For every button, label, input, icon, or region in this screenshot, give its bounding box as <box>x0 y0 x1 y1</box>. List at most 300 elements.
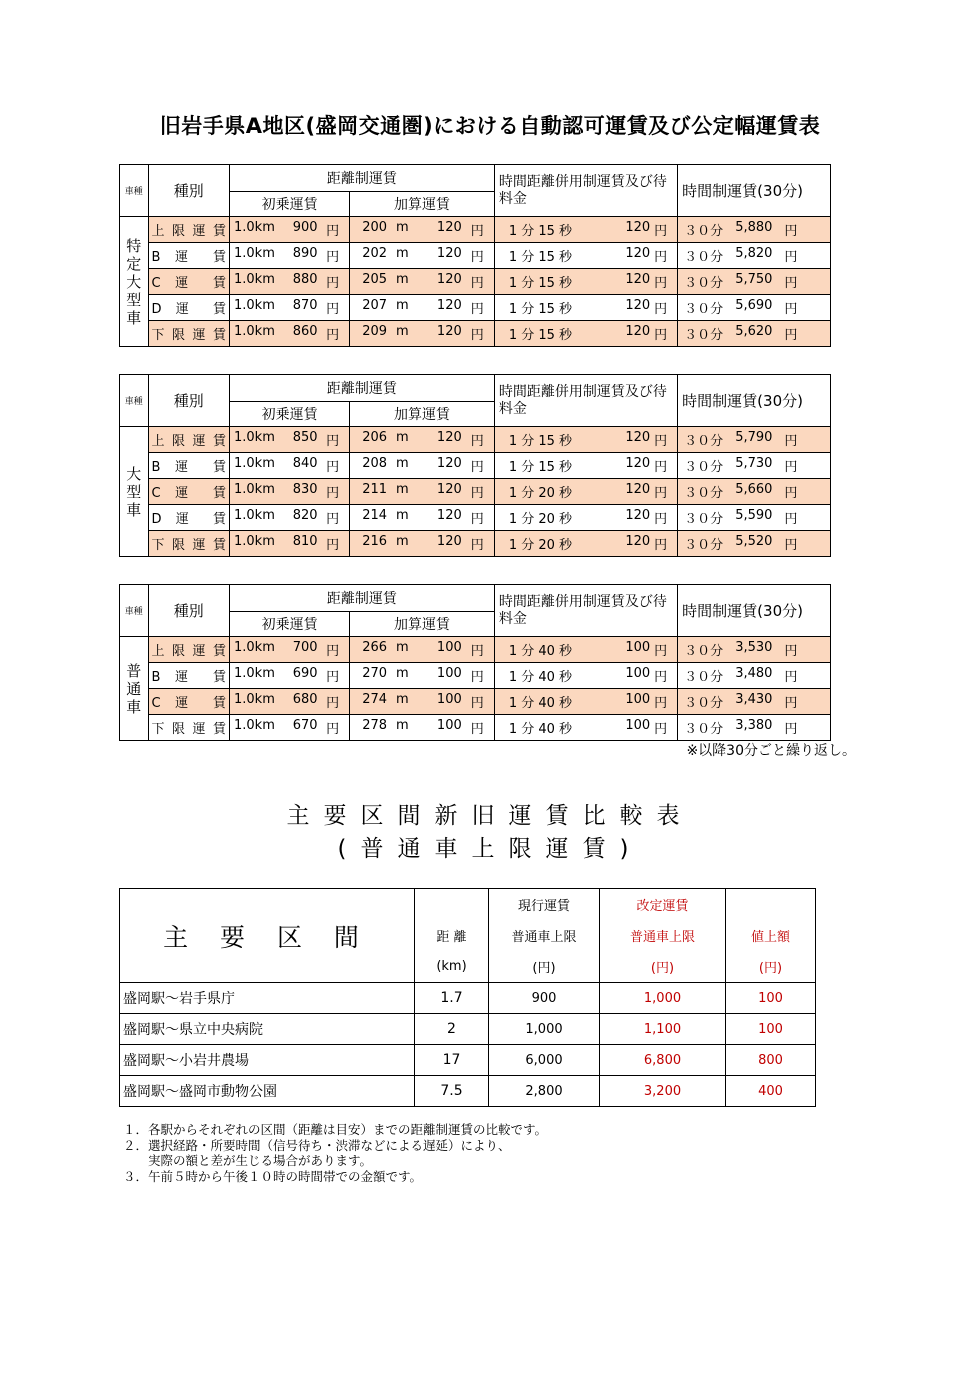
hour-yen: 5,880 <box>735 220 773 235</box>
initial-fare <box>230 427 350 453</box>
increase-amount: 800 <box>726 1045 816 1076</box>
comparison-table <box>119 888 816 1107</box>
time-distance-fare <box>494 269 677 295</box>
time-distance-header: 時間距離併用制運賃及び待料金 <box>494 165 677 217</box>
initial-yen: 810 <box>292 534 318 549</box>
initial-yen: 880 <box>292 272 318 287</box>
revised-fare: 1,000 <box>600 983 726 1014</box>
time-yen: 120 <box>625 430 651 445</box>
initial-distance: 1.0km <box>234 666 275 681</box>
initial-distance: 1.0km <box>234 272 275 287</box>
yen-unit: 円 <box>470 328 484 343</box>
yen-unit: 円 <box>326 644 340 659</box>
distance-fare-header: 距離制運賃 <box>230 585 495 612</box>
grade-label: 上限運賃 <box>148 427 229 453</box>
yen-unit: 円 <box>470 276 484 291</box>
additional-fare <box>350 243 495 269</box>
initial-yen: 680 <box>292 692 318 707</box>
initial-yen: 820 <box>292 508 318 523</box>
yen-unit: 円 <box>326 302 340 317</box>
time-yen: 120 <box>625 220 651 235</box>
time-yen: 100 <box>625 640 651 655</box>
additional-distance: 202 <box>362 246 388 261</box>
yen-unit: 円 <box>654 722 668 737</box>
additional-distance: 205 <box>362 272 388 287</box>
section-header: 主 要 区 間 <box>120 889 415 983</box>
current-unit: (円) <box>489 951 600 983</box>
time-fare <box>678 479 831 505</box>
yen-unit: 円 <box>784 460 798 475</box>
yen-unit: 円 <box>654 224 668 239</box>
initial-distance: 1.0km <box>234 456 275 471</box>
hour-yen: 5,590 <box>735 508 773 523</box>
hour-yen: 5,790 <box>735 430 773 445</box>
time-yen: 120 <box>625 534 651 549</box>
time-yen: 120 <box>625 246 651 261</box>
vehicle-type-header: 車種 <box>120 375 149 427</box>
fare-row <box>120 715 831 741</box>
time-fare <box>678 321 831 347</box>
distance-value: 2 <box>415 1014 489 1045</box>
yen-unit: 円 <box>470 250 484 265</box>
additional-yen: 120 <box>436 430 462 445</box>
time-fare <box>678 531 831 557</box>
time-yen: 120 <box>625 508 651 523</box>
additional-yen: 100 <box>436 666 462 681</box>
initial-yen: 830 <box>292 482 318 497</box>
hour-yen: 5,730 <box>735 456 773 471</box>
initial-yen: 860 <box>292 324 318 339</box>
grade-label: B 運 賃 <box>148 243 229 269</box>
section-name: 盛岡駅～小岩井農場 <box>120 1045 415 1076</box>
increase-header-blank <box>726 889 816 921</box>
distance-value: 1.7 <box>415 983 489 1014</box>
yen-unit: 円 <box>326 512 340 527</box>
additional-distance: 208 <box>362 456 388 471</box>
additional-distance: 209 <box>362 324 388 339</box>
hour-yen: 3,530 <box>735 640 773 655</box>
additional-yen: 100 <box>436 692 462 707</box>
fare-row <box>120 637 831 663</box>
additional-fare <box>350 637 495 663</box>
time-interval: 1 分 40 秒 <box>508 644 573 659</box>
yen-unit: 円 <box>470 538 484 553</box>
comparison-row <box>120 1045 816 1076</box>
time-fare <box>678 295 831 321</box>
time-interval: 1 分 20 秒 <box>508 486 573 501</box>
initial-distance: 1.0km <box>234 640 275 655</box>
grade-label: D 運 賃 <box>148 295 229 321</box>
yen-unit: 円 <box>326 328 340 343</box>
initial-fare <box>230 637 350 663</box>
time-yen: 100 <box>625 718 651 733</box>
footnote: 実際の額と差が生じる場合があります。 <box>123 1153 373 1168</box>
yen-unit: 円 <box>326 696 340 711</box>
meter-unit: m <box>396 430 409 445</box>
time-period: ３０分 <box>684 250 724 265</box>
time-fare <box>678 637 831 663</box>
yen-unit: 円 <box>784 722 798 737</box>
yen-unit: 円 <box>326 670 340 685</box>
yen-unit: 円 <box>654 250 668 265</box>
distance-fare-header: 距離制運賃 <box>230 165 495 192</box>
time-interval: 1 分 15 秒 <box>508 302 573 317</box>
current-fare: 6,000 <box>489 1045 600 1076</box>
additional-fare <box>350 427 495 453</box>
yen-unit: 円 <box>784 644 798 659</box>
time-fare <box>678 217 831 243</box>
yen-unit: 円 <box>784 512 798 527</box>
current-header-1: 現行運賃 <box>489 889 600 921</box>
section-name: 盛岡駅～盛岡市動物公園 <box>120 1076 415 1107</box>
yen-unit: 円 <box>654 538 668 553</box>
increase-amount: 100 <box>726 1014 816 1045</box>
time-period: ３０分 <box>684 538 724 553</box>
yen-unit: 円 <box>470 696 484 711</box>
fare-row <box>120 505 831 531</box>
time-distance-fare <box>494 505 677 531</box>
initial-distance: 1.0km <box>234 718 275 733</box>
additional-yen: 120 <box>436 508 462 523</box>
time-distance-fare <box>494 715 677 741</box>
hour-yen: 5,690 <box>735 298 773 313</box>
yen-unit: 円 <box>784 224 798 239</box>
time-yen: 120 <box>625 324 651 339</box>
time-interval: 1 分 20 秒 <box>508 538 573 553</box>
grade-label: C 運 賃 <box>148 689 229 715</box>
time-period: ３０分 <box>684 302 724 317</box>
yen-unit: 円 <box>470 434 484 449</box>
initial-distance: 1.0km <box>234 430 275 445</box>
initial-fare <box>230 453 350 479</box>
time-distance-fare <box>494 427 677 453</box>
additional-distance: 266 <box>362 640 388 655</box>
initial-fare <box>230 243 350 269</box>
distance-header-blank <box>415 889 489 921</box>
footnote: ２．選択経路・所要時間（信号待ち・渋滞などによる遅延）により、 <box>123 1137 511 1153</box>
yen-unit: 円 <box>784 696 798 711</box>
meter-unit: m <box>396 508 409 523</box>
hour-yen: 5,820 <box>735 246 773 261</box>
section-name: 盛岡駅～県立中央病院 <box>120 1014 415 1045</box>
page-title: 旧岩手県A地区(盛岡交通圏)における自動認可運賃及び公定幅運賃表 <box>159 114 821 138</box>
grade-header: 種別 <box>148 165 229 217</box>
yen-unit: 円 <box>654 512 668 527</box>
additional-yen: 120 <box>436 534 462 549</box>
revised-fare: 6,800 <box>600 1045 726 1076</box>
grade-label: 下限運賃 <box>148 531 229 557</box>
time-fare <box>678 427 831 453</box>
grade-label: D 運 賃 <box>148 505 229 531</box>
initial-yen: 840 <box>292 456 318 471</box>
distance-value: 17 <box>415 1045 489 1076</box>
additional-distance: 207 <box>362 298 388 313</box>
initial-fare <box>230 295 350 321</box>
time-fare <box>678 453 831 479</box>
additional-fare <box>350 269 495 295</box>
initial-distance: 1.0km <box>234 220 275 235</box>
time-interval: 1 分 15 秒 <box>508 276 573 291</box>
yen-unit: 円 <box>470 512 484 527</box>
revised-fare: 3,200 <box>600 1076 726 1107</box>
initial-yen: 670 <box>292 718 318 733</box>
increase-header: 値上額 <box>726 920 816 951</box>
grade-label: C 運 賃 <box>148 479 229 505</box>
meter-unit: m <box>396 456 409 471</box>
increase-amount: 400 <box>726 1076 816 1107</box>
yen-unit: 円 <box>654 328 668 343</box>
additional-fare <box>350 479 495 505</box>
initial-distance: 1.0km <box>234 298 275 313</box>
time-period: ３０分 <box>684 328 724 343</box>
additional-fare <box>350 505 495 531</box>
time-period: ３０分 <box>684 224 724 239</box>
time-interval: 1 分 15 秒 <box>508 460 573 475</box>
additional-distance: 216 <box>362 534 388 549</box>
fare-row <box>120 663 831 689</box>
initial-fare <box>230 269 350 295</box>
current-header-2: 普通車上限 <box>489 920 600 951</box>
time-fare <box>678 243 831 269</box>
time-period: ３０分 <box>684 276 724 291</box>
fare-row <box>120 295 831 321</box>
yen-unit: 円 <box>470 670 484 685</box>
meter-unit: m <box>396 298 409 313</box>
fare-row <box>120 689 831 715</box>
additional-fare-header: 加算運賃 <box>350 402 495 427</box>
meter-unit: m <box>396 272 409 287</box>
distance-unit: (km) <box>415 951 489 983</box>
yen-unit: 円 <box>654 644 668 659</box>
time-interval: 1 分 40 秒 <box>508 670 573 685</box>
additional-yen: 120 <box>436 246 462 261</box>
yen-unit: 円 <box>470 644 484 659</box>
time-interval: 1 分 15 秒 <box>508 224 573 239</box>
grade-header: 種別 <box>148 375 229 427</box>
yen-unit: 円 <box>654 486 668 501</box>
meter-unit: m <box>396 692 409 707</box>
time-fare <box>678 663 831 689</box>
yen-unit: 円 <box>470 224 484 239</box>
time-fare <box>678 269 831 295</box>
additional-distance: 274 <box>362 692 388 707</box>
fare-row <box>120 321 831 347</box>
comparison-row <box>120 1014 816 1045</box>
increase-unit: (円) <box>726 951 816 983</box>
yen-unit: 円 <box>326 722 340 737</box>
initial-fare <box>230 217 350 243</box>
current-fare: 900 <box>489 983 600 1014</box>
additional-fare <box>350 663 495 689</box>
vehicle-type-header: 車種 <box>120 165 149 217</box>
time-distance-fare <box>494 217 677 243</box>
fare-row <box>120 453 831 479</box>
meter-unit: m <box>396 666 409 681</box>
fare-row <box>120 243 831 269</box>
additional-distance: 211 <box>362 482 388 497</box>
meter-unit: m <box>396 534 409 549</box>
initial-fare <box>230 321 350 347</box>
additional-fare <box>350 715 495 741</box>
yen-unit: 円 <box>470 722 484 737</box>
initial-fare <box>230 689 350 715</box>
yen-unit: 円 <box>654 670 668 685</box>
section-name: 盛岡駅～岩手県庁 <box>120 983 415 1014</box>
yen-unit: 円 <box>470 460 484 475</box>
time-distance-fare <box>494 243 677 269</box>
initial-distance: 1.0km <box>234 508 275 523</box>
yen-unit: 円 <box>784 302 798 317</box>
initial-fare-header: 初乗運賃 <box>230 192 350 217</box>
time-distance-fare <box>494 321 677 347</box>
initial-yen: 900 <box>292 220 318 235</box>
grade-label: B 運 賃 <box>148 453 229 479</box>
time-interval: 1 分 15 秒 <box>508 250 573 265</box>
initial-distance: 1.0km <box>234 482 275 497</box>
time-period: ３０分 <box>684 722 724 737</box>
yen-unit: 円 <box>326 276 340 291</box>
distance-header: 距 離 <box>415 920 489 951</box>
yen-unit: 円 <box>470 302 484 317</box>
time-fare-header: 時間制運賃(30分) <box>678 585 831 637</box>
hour-yen: 5,750 <box>735 272 773 287</box>
additional-distance: 270 <box>362 666 388 681</box>
initial-fare <box>230 505 350 531</box>
initial-fare <box>230 715 350 741</box>
initial-yen: 700 <box>292 640 318 655</box>
additional-fare-header: 加算運賃 <box>350 612 495 637</box>
time-interval: 1 分 15 秒 <box>508 328 573 343</box>
hour-yen: 5,620 <box>735 324 773 339</box>
comparison-row <box>120 983 816 1014</box>
fare-table <box>119 164 831 347</box>
time-period: ３０分 <box>684 644 724 659</box>
initial-fare-header: 初乗運賃 <box>230 402 350 427</box>
yen-unit: 円 <box>326 224 340 239</box>
time-interval: 1 分 15 秒 <box>508 434 573 449</box>
comparison-subtitle: (普通車上限運賃) <box>337 836 643 862</box>
initial-fare <box>230 663 350 689</box>
time-interval: 1 分 20 秒 <box>508 512 573 527</box>
hour-yen: 5,520 <box>735 534 773 549</box>
time-distance-header: 時間距離併用制運賃及び待料金 <box>494 585 677 637</box>
time-distance-fare <box>494 295 677 321</box>
time-fare-header: 時間制運賃(30分) <box>678 375 831 427</box>
initial-distance: 1.0km <box>234 534 275 549</box>
yen-unit: 円 <box>784 670 798 685</box>
yen-unit: 円 <box>326 538 340 553</box>
additional-yen: 100 <box>436 640 462 655</box>
comparison-row <box>120 1076 816 1107</box>
fare-table <box>119 584 831 741</box>
initial-distance: 1.0km <box>234 246 275 261</box>
initial-yen: 690 <box>292 666 318 681</box>
yen-unit: 円 <box>654 696 668 711</box>
time-yen: 120 <box>625 298 651 313</box>
vehicle-label: 大型車 <box>120 427 149 557</box>
revised-header-1: 改定運賃 <box>600 889 726 921</box>
meter-unit: m <box>396 718 409 733</box>
initial-fare-header: 初乗運賃 <box>230 612 350 637</box>
time-distance-header: 時間距離併用制運賃及び待料金 <box>494 375 677 427</box>
hour-yen: 5,660 <box>735 482 773 497</box>
time-fare <box>678 715 831 741</box>
yen-unit: 円 <box>784 538 798 553</box>
grade-label: C 運 賃 <box>148 269 229 295</box>
time-distance-fare <box>494 479 677 505</box>
additional-fare <box>350 321 495 347</box>
time-interval: 1 分 40 秒 <box>508 696 573 711</box>
comparison-title: 主要区間新旧運賃比較表 <box>286 803 694 829</box>
yen-unit: 円 <box>654 434 668 449</box>
time-period: ３０分 <box>684 512 724 527</box>
additional-yen: 120 <box>436 482 462 497</box>
fare-row <box>120 427 831 453</box>
revised-header-2: 普通車上限 <box>600 920 726 951</box>
yen-unit: 円 <box>326 434 340 449</box>
additional-yen: 120 <box>436 220 462 235</box>
time-period: ３０分 <box>684 670 724 685</box>
grade-label: B 運 賃 <box>148 663 229 689</box>
fare-table <box>119 374 831 557</box>
time-fare <box>678 689 831 715</box>
time-fare-header: 時間制運賃(30分) <box>678 165 831 217</box>
time-interval: 1 分 40 秒 <box>508 722 573 737</box>
time-period: ３０分 <box>684 696 724 711</box>
revised-fare: 1,100 <box>600 1014 726 1045</box>
time-period: ３０分 <box>684 460 724 475</box>
additional-fare <box>350 453 495 479</box>
fare-row <box>120 269 831 295</box>
additional-distance: 278 <box>362 718 388 733</box>
time-period: ３０分 <box>684 434 724 449</box>
grade-label: 上限運賃 <box>148 217 229 243</box>
yen-unit: 円 <box>326 486 340 501</box>
vehicle-type-header: 車種 <box>120 585 149 637</box>
grade-label: 上限運賃 <box>148 637 229 663</box>
meter-unit: m <box>396 246 409 261</box>
time-yen: 120 <box>625 482 651 497</box>
initial-fare <box>230 479 350 505</box>
vehicle-label: 特定大型車 <box>120 217 149 347</box>
meter-unit: m <box>396 482 409 497</box>
additional-yen: 120 <box>436 456 462 471</box>
additional-distance: 200 <box>362 220 388 235</box>
time-yen: 100 <box>625 692 651 707</box>
time-distance-fare <box>494 453 677 479</box>
revised-unit: (円) <box>600 951 726 983</box>
additional-distance: 206 <box>362 430 388 445</box>
yen-unit: 円 <box>784 328 798 343</box>
initial-yen: 890 <box>292 246 318 261</box>
distance-value: 7.5 <box>415 1076 489 1107</box>
current-fare: 2,800 <box>489 1076 600 1107</box>
yen-unit: 円 <box>326 460 340 475</box>
hour-yen: 3,480 <box>735 666 773 681</box>
time-yen: 120 <box>625 456 651 471</box>
fare-row <box>120 531 831 557</box>
initial-distance: 1.0km <box>234 692 275 707</box>
initial-distance: 1.0km <box>234 324 275 339</box>
time-fare <box>678 505 831 531</box>
additional-distance: 214 <box>362 508 388 523</box>
additional-fare-header: 加算運賃 <box>350 192 495 217</box>
hour-yen: 3,430 <box>735 692 773 707</box>
repeat-note: ※以降30分ごと繰り返し。 <box>686 743 856 759</box>
grade-header: 種別 <box>148 585 229 637</box>
yen-unit: 円 <box>326 250 340 265</box>
current-fare: 1,000 <box>489 1014 600 1045</box>
